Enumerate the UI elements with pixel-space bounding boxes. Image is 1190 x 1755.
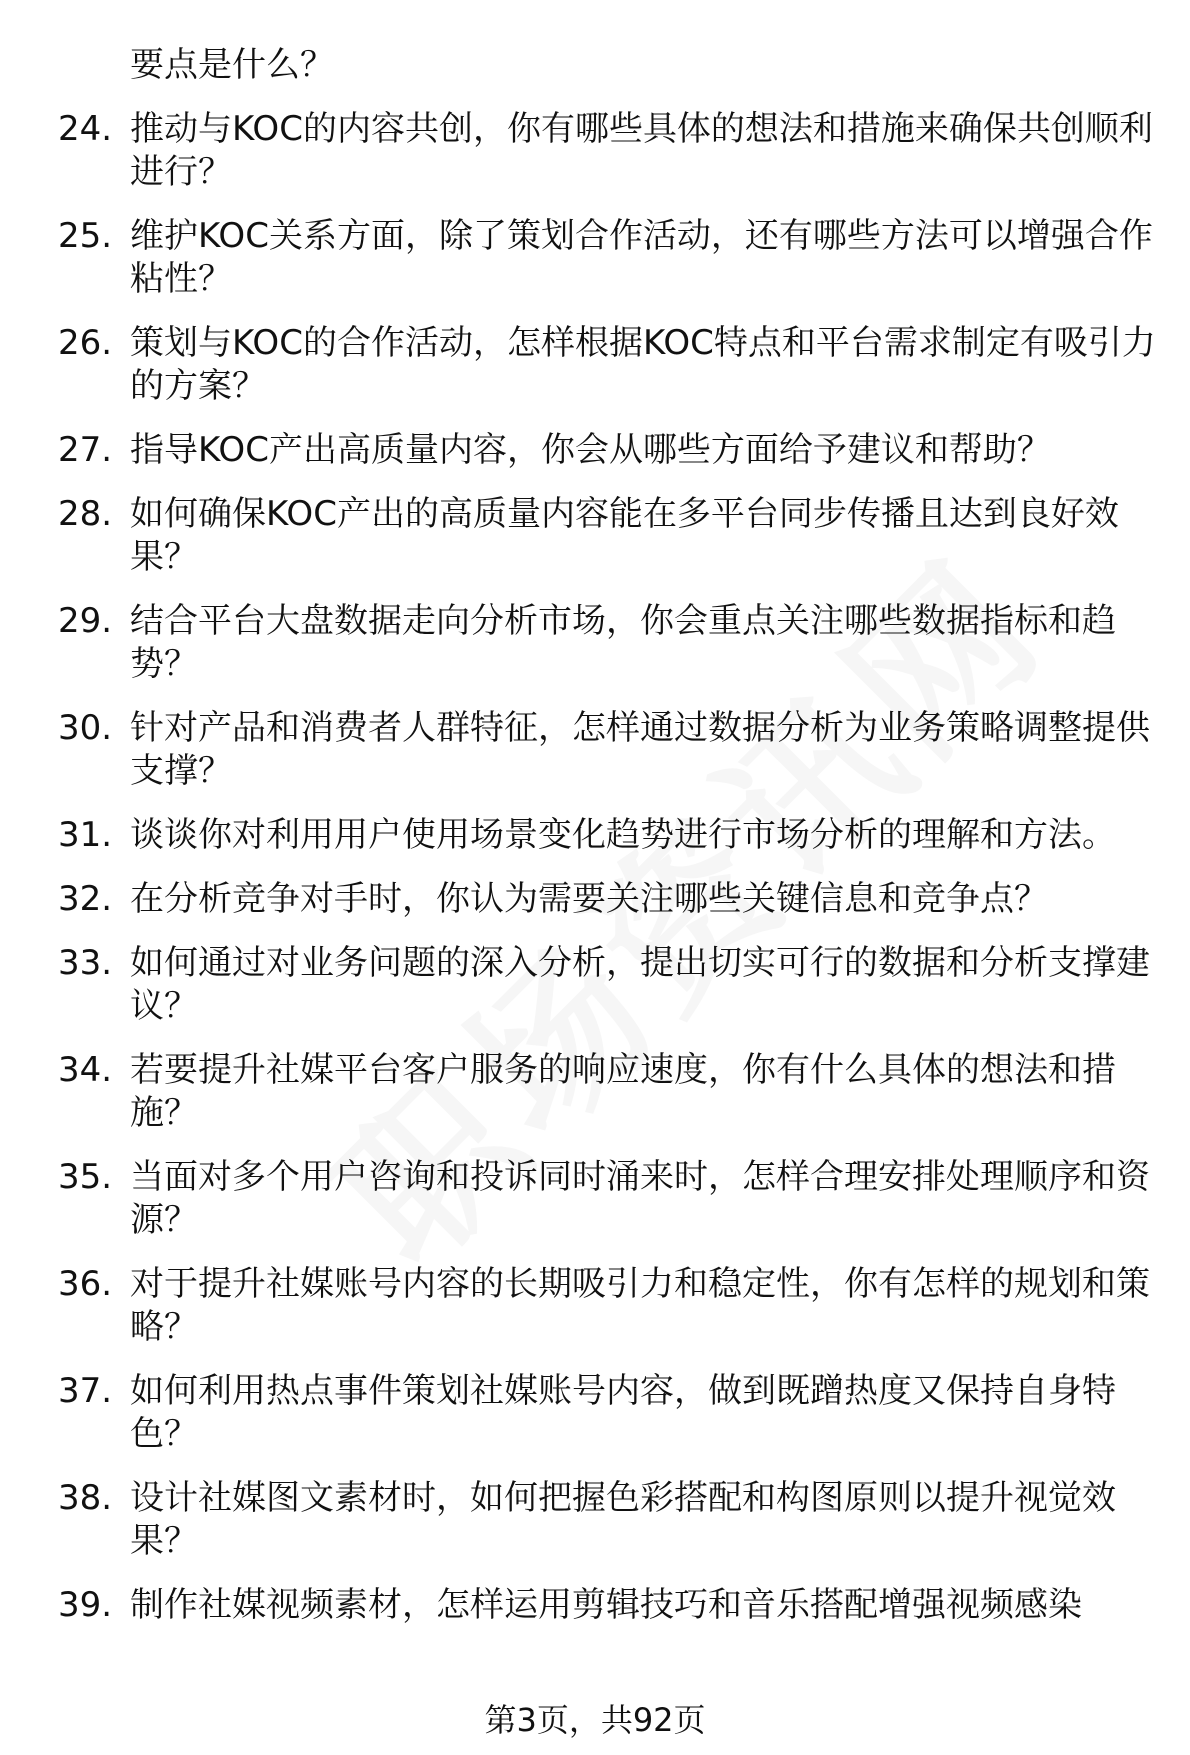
list-item <box>58 1049 1158 1135</box>
list-item <box>58 1584 1158 1627</box>
item-number: 29. <box>58 601 113 641</box>
item-text: 推动与KOC的内容共创，你有哪些具体的想法和措施来确保共创顺利进行？ <box>130 109 1153 192</box>
item-number: 25. <box>58 216 113 256</box>
list-item <box>58 1156 1158 1242</box>
list-item <box>58 1263 1158 1349</box>
item-text: 如何通过对业务问题的深入分析，提出切实可行的数据和分析支撑建议？ <box>130 943 1150 1026</box>
list-item <box>58 878 1158 921</box>
item-text: 设计社媒图文素材时，如何把握色彩搭配和构图原则以提升视觉效果？ <box>130 1478 1116 1561</box>
item-text: 若要提升社媒平台客户服务的响应速度，你有什么具体的想法和措施？ <box>130 1050 1116 1133</box>
list-item <box>58 1477 1158 1563</box>
item-text: 结合平台大盘数据走向分析市场，你会重点关注哪些数据指标和趋势？ <box>130 601 1116 684</box>
item-text: 谈谈你对利用用户使用场景变化趋势进行市场分析的理解和方法。 <box>130 815 1116 855</box>
item-number: 30. <box>58 708 113 748</box>
item-number: 33. <box>58 943 113 983</box>
list-item <box>58 108 1158 194</box>
item-text: 维护KOC关系方面，除了策划合作活动，还有哪些方法可以增强合作粘性？ <box>130 216 1153 299</box>
continuation-line: 要点是什么？ <box>130 45 334 85</box>
item-number: 31. <box>58 815 113 855</box>
item-text: 在分析竞争对手时，你认为需要关注哪些关键信息和竞争点？ <box>130 879 1048 919</box>
question-list <box>58 44 1158 1648</box>
item-text: 制作社媒视频素材，怎样运用剪辑技巧和音乐搭配增强视频感染 <box>130 1585 1082 1625</box>
list-item <box>58 322 1158 408</box>
list-item <box>58 942 1158 1028</box>
item-text: 如何利用热点事件策划社媒账号内容，做到既蹭热度又保持自身特色？ <box>130 1371 1116 1454</box>
item-number: 36. <box>58 1264 113 1304</box>
item-number: 37. <box>58 1371 113 1411</box>
list-item <box>58 493 1158 579</box>
list-item <box>58 600 1158 686</box>
item-number: 35. <box>58 1157 113 1197</box>
item-text: 对于提升社媒账号内容的长期吸引力和稳定性，你有怎样的规划和策略？ <box>130 1264 1150 1347</box>
item-text: 如何确保KOC产出的高质量内容能在多平台同步传播且达到良好效果？ <box>130 494 1119 577</box>
list-item <box>58 215 1158 301</box>
item-text: 当面对多个用户咨询和投诉同时涌来时，怎样合理安排处理顺序和资源？ <box>130 1157 1150 1240</box>
list-item <box>58 814 1158 857</box>
item-number: 27. <box>58 430 113 470</box>
item-number: 39. <box>58 1585 113 1625</box>
item-text: 指导KOC产出高质量内容，你会从哪些方面给予建议和帮助？ <box>130 430 1051 470</box>
list-item <box>58 707 1158 793</box>
item-number: 38. <box>58 1478 113 1518</box>
item-number: 24. <box>58 109 113 149</box>
item-text: 策划与KOC的合作活动，怎样根据KOC特点和平台需求制定有吸引力的方案？ <box>130 323 1156 406</box>
list-item <box>58 429 1158 472</box>
page-footer: 第3页，共92页 <box>484 1701 706 1739</box>
item-number: 28. <box>58 494 113 534</box>
list-item <box>58 1370 1158 1456</box>
item-text: 针对产品和消费者人群特征，怎样通过数据分析为业务策略调整提供支撑？ <box>130 708 1150 791</box>
item-number: 34. <box>58 1050 113 1090</box>
item-number: 26. <box>58 323 113 363</box>
item-number: 32. <box>58 879 113 919</box>
